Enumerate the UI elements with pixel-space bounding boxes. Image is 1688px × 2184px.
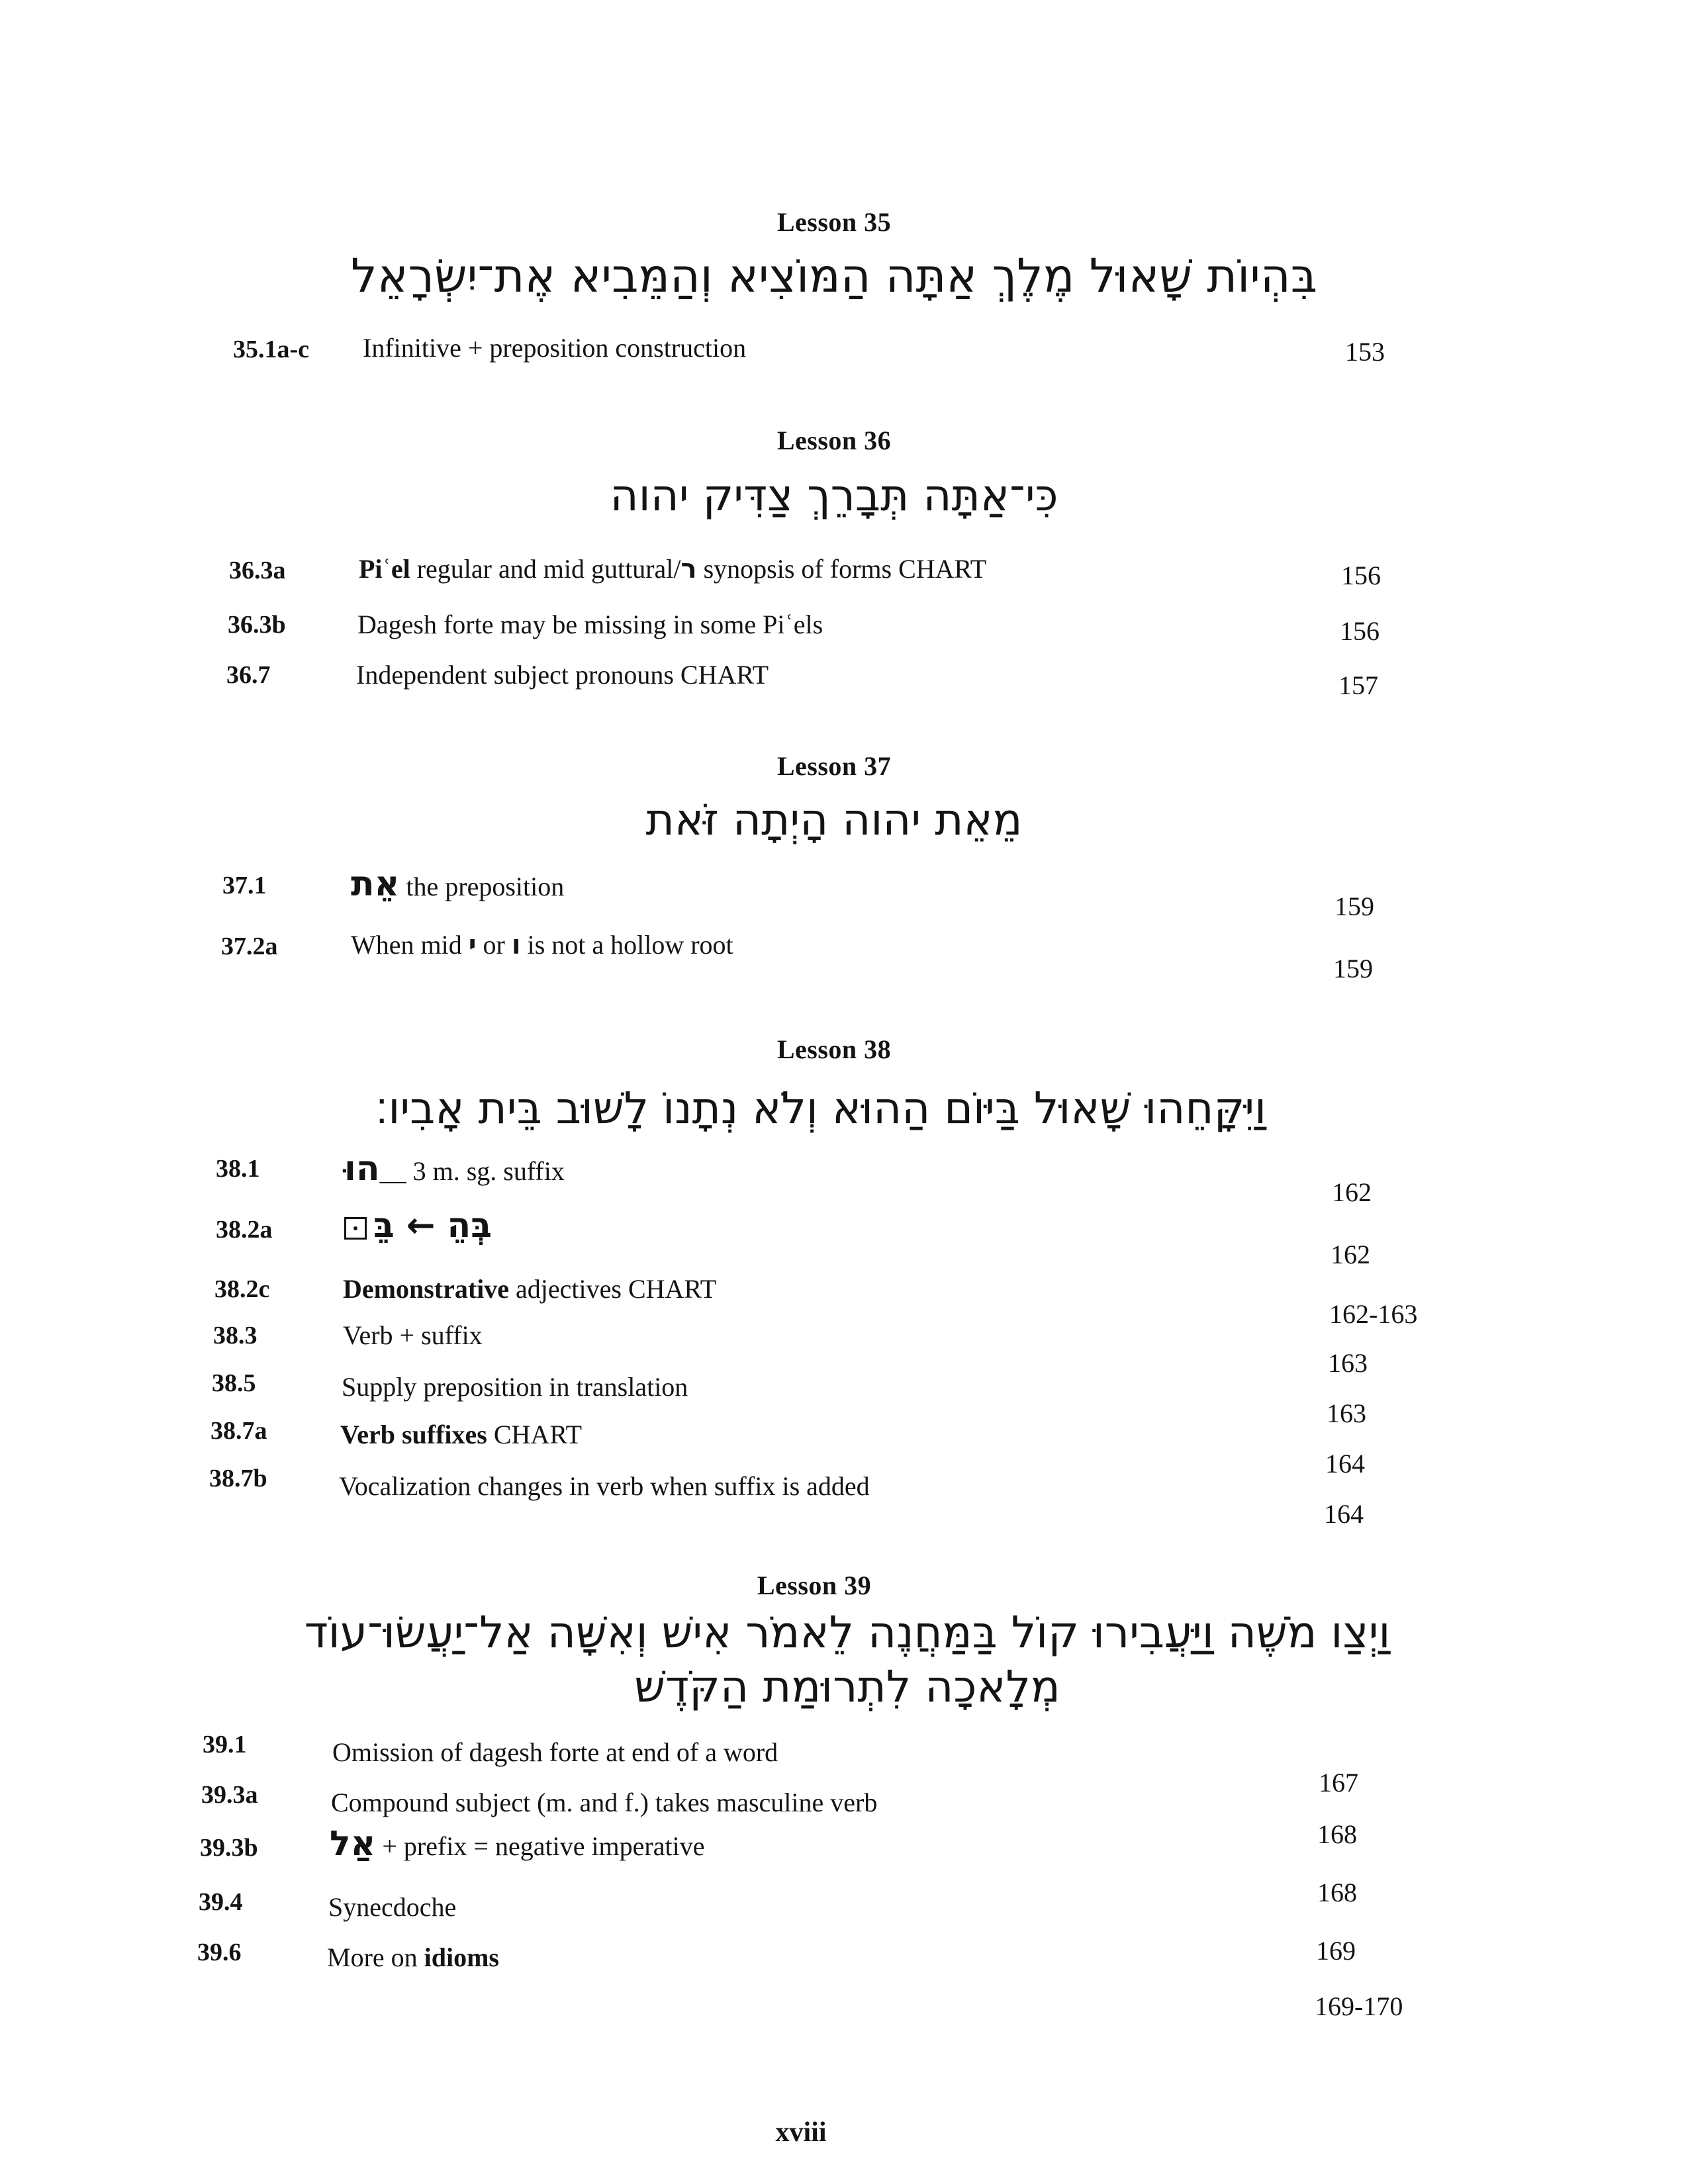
- page-reference: 163: [1327, 1398, 1366, 1428]
- section-description: אֵת the preposition: [351, 864, 565, 904]
- page-reference: 168: [1317, 1819, 1357, 1849]
- section-description: Verb + suffix: [343, 1320, 483, 1350]
- section-number: 38.5: [212, 1369, 256, 1397]
- hebrew-word: אֵת: [351, 864, 400, 904]
- hebrew-word: אַל: [330, 1824, 376, 1864]
- page-reference: 164: [1324, 1499, 1364, 1529]
- hebrew-title: כִּי־אַתָּה תְּבָרֵךְ צַדִּיק יהוה: [610, 470, 1058, 521]
- lesson-heading: Lesson 35: [776, 207, 892, 237]
- section-number: 39.3b: [200, 1834, 258, 1862]
- bold-term: Demonstrative: [343, 1274, 510, 1304]
- section-description: Independent subject pronouns CHART: [356, 660, 769, 690]
- lesson-heading: Lesson 38: [776, 1034, 892, 1064]
- hebrew-title: מֵאֵת יהוה הָיְתָה זֹּאת: [645, 794, 1023, 845]
- page-number-footer: xviii: [775, 2117, 827, 2148]
- section-description: הוּ__ 3 m. sg. suffix: [344, 1149, 565, 1189]
- section-number: 38.2a: [216, 1216, 273, 1244]
- section-description: Piʿel regular and mid guttural/ר synopsis of forms CHART: [359, 554, 987, 584]
- section-number: 37.2a: [221, 933, 278, 960]
- page-reference: 156: [1340, 616, 1380, 646]
- section-number: 39.4: [199, 1888, 243, 1916]
- lesson-heading: Lesson 37: [776, 751, 892, 781]
- page-reference: 167: [1319, 1768, 1358, 1797]
- page-reference: 162: [1331, 1240, 1370, 1269]
- hebrew-title-line-2: מְלָאכָה לִתְרוּמַת הַקֹּדֶשׁ: [634, 1661, 1060, 1712]
- page-reference: 168: [1317, 1878, 1357, 1907]
- page-reference: 153: [1345, 337, 1385, 367]
- section-description: More on idioms: [327, 1942, 499, 1972]
- section-number: 38.7b: [209, 1465, 267, 1492]
- hebrew-title: בִּהְיוֹת שָׁאוּל מֶלֶךְ אַתָּה הַמּוֹצִיא וְהַמֵּבִיא אֶת־יִשְׂרָאֵל: [350, 249, 1318, 303]
- section-description: Omission of dagesh forte at end of a word: [332, 1737, 778, 1767]
- hebrew-letter: ו: [511, 930, 521, 960]
- section-number: 38.3: [213, 1322, 258, 1349]
- page-reference: 163: [1328, 1348, 1368, 1378]
- page-reference: 156: [1341, 561, 1381, 590]
- section-description: Dagesh forte may be missing in some Piʿels: [357, 610, 823, 639]
- hebrew-title: וַיְצַו מֹשֶׁה וַיַּעֲבִירוּ קוֹל בַּמַּחֲנֶה לֵאמֹר אִישׁ וְאִשָּׁה אַל־יַעֲשׂוּ־עוֹד: [304, 1607, 1391, 1658]
- hebrew-title: וַיִּקָּחֵהוּ שָׁאוּל בַּיּוֹם הַהוּא וְלֹא נְתָנוֹ לָשׁוּב בֵּית אָבִיו׃: [375, 1083, 1267, 1134]
- bold-term: idioms: [424, 1942, 499, 1972]
- hebrew-suffix: הוּ: [344, 1149, 380, 1189]
- section-description: Vocalization changes in verb when suffix is added: [339, 1471, 870, 1501]
- section-number: 36.3a: [229, 557, 286, 584]
- page-reference: 162-163: [1329, 1299, 1418, 1329]
- section-number: 38.1: [216, 1155, 260, 1183]
- page-reference: 157: [1338, 670, 1378, 700]
- section-description: [344, 1206, 492, 1246]
- section-description: אַל + prefix = negative imperative: [330, 1824, 705, 1864]
- section-description: When mid י or ו is not a hollow root: [351, 930, 733, 960]
- section-description: Synecdoche: [328, 1892, 457, 1922]
- page-reference: 169: [1316, 1936, 1356, 1966]
- section-description: Compound subject (m. and f.) takes masculine verb: [331, 1788, 878, 1817]
- section-number: 39.3a: [201, 1781, 258, 1809]
- section-number: 37.1: [222, 872, 267, 899]
- page-reference: 169-170: [1315, 1991, 1403, 2021]
- section-number: 38.7a: [211, 1417, 267, 1445]
- section-number: 39.6: [197, 1938, 242, 1966]
- hebrew-letter: ר: [680, 554, 697, 584]
- box-placeholder-icon: [344, 1217, 367, 1240]
- hebrew-form: בְּהֵ ← בֵּ: [373, 1206, 492, 1246]
- section-number: 36.7: [226, 661, 271, 689]
- page-reference: 159: [1335, 891, 1374, 921]
- section-number: 39.1: [203, 1731, 247, 1758]
- page-reference: 162: [1332, 1177, 1372, 1207]
- hebrew-letter: י: [468, 930, 477, 960]
- section-number: 36.3b: [228, 611, 286, 639]
- bold-term: Piʿel: [359, 554, 410, 584]
- lesson-heading: Lesson 39: [757, 1570, 872, 1600]
- bold-term: Verb suffixes: [340, 1420, 487, 1449]
- page-reference: 164: [1325, 1449, 1365, 1479]
- section-number: 35.1a-c: [233, 336, 310, 363]
- section-description: Infinitive + preposition construction: [363, 333, 747, 363]
- section-description: Supply preposition in translation: [342, 1372, 688, 1402]
- page-reference: 159: [1333, 954, 1373, 983]
- lesson-heading: Lesson 36: [776, 426, 892, 455]
- section-description: Demonstrative adjectives CHART: [343, 1274, 717, 1304]
- section-description: Verb suffixes CHART: [340, 1420, 583, 1449]
- section-number: 38.2c: [214, 1275, 270, 1303]
